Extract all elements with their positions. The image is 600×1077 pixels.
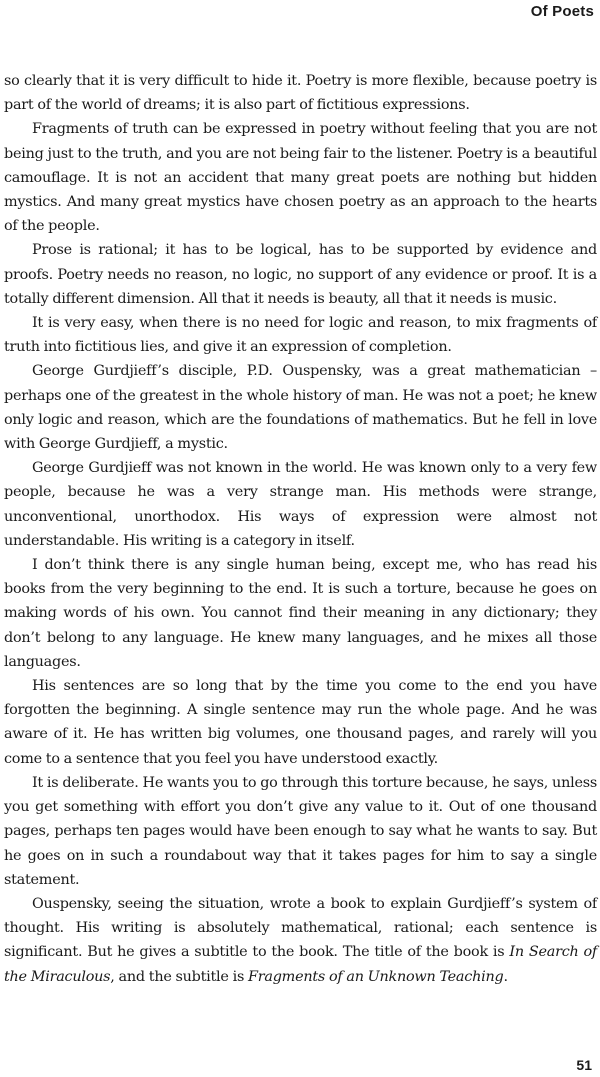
paragraph-4: It is very easy, when there is no need for logic and reason, to mix fragments of truth into fictitious lies, and give it an expression of completion. [4,315,597,356]
running-head: Of Poets [530,3,594,20]
paragraph-9: It is deliberate. He wants you to go through this torture because, he says, unless you get something with effort you don’t give any value to it. Out of one thousand pages, perhaps ten pages would have been enough to say what he wants to say. But he goes on in such a roundabout way that it takes pages for him to say a single statement. [4,774,597,888]
paragraph-7: I don’t think there is any single human being, except me, who has read his books from the very beginning to the end. It is such a torture, because he goes on making words of his own. You cannot find their meaning in any dictionary; they don’t belong to any language. He knew many languages, and he mixes all those languages. [4,557,597,670]
page-number: 51 [576,1057,592,1073]
paragraph-5: George Gurdjieff’s disciple, P.D. Ouspensky, was a great mathematician – perhaps one of the greatest in the whole history of man. He was not a poet; he knew only logic and reason, which are the foundations of mathematics. But he fell in love with George Gurdjieff, a mystic. [4,363,597,453]
book-subtitle: Fragments of an Unknown Teaching [248,968,504,985]
paragraph-10-end: . [503,968,508,985]
paragraph-1: so clearly that it is very difficult to hide it. Poetry is more flexible, because poetry is part of the world of dreams; it is also part of fictitious expressions. [4,73,597,114]
paragraph-6: George Gurdjieff was not known in the world. He was known only to a very few people, because he was a very strange man. His methods were strange, unconventional, unorthodox. His ways of expression were almost not understandable. His writing is a category in itself. [4,460,597,549]
body-text [4,69,597,989]
paragraph-10-middle: , and the subtitle is [110,968,249,985]
paragraph-10-lead: Ouspensky, seeing the situation, wrote a book to explain Gurdjieff’s system of thought. His writing is absolutely mathematical, rational; each sentence is significant. But he gives a subtitle to the book. The title of the book is [4,895,597,961]
paragraph-8: His sentences are so long that by the time you come to the end you have forgotten the beginning. A single sentence may run the whole page. And he was aware of it. He has written big volumes, one thousand pages, and rarely will you come to a sentence that you feel you have understood exactly. [4,678,597,767]
paragraph-2: Fragments of truth can be expressed in poetry without feeling that you are not being just to the truth, and you are not being fair to the listener. Poetry is a beautiful camouflage. It is not an accident that many great poets are nothing but hidden mystics. And many great mystics have chosen poetry as an approach to the hearts of the people. [4,121,597,235]
paragraph-3: Prose is rational; it has to be logical, has to be supported by evidence and proofs. Poetry needs no reason, no logic, no support of any evidence or proof. It is a totally different dimension. All that it needs is beauty, all that it needs is music. [4,242,597,307]
paragraph-10 [4,892,597,989]
book-title: In Search of the Miraculous [4,944,598,985]
